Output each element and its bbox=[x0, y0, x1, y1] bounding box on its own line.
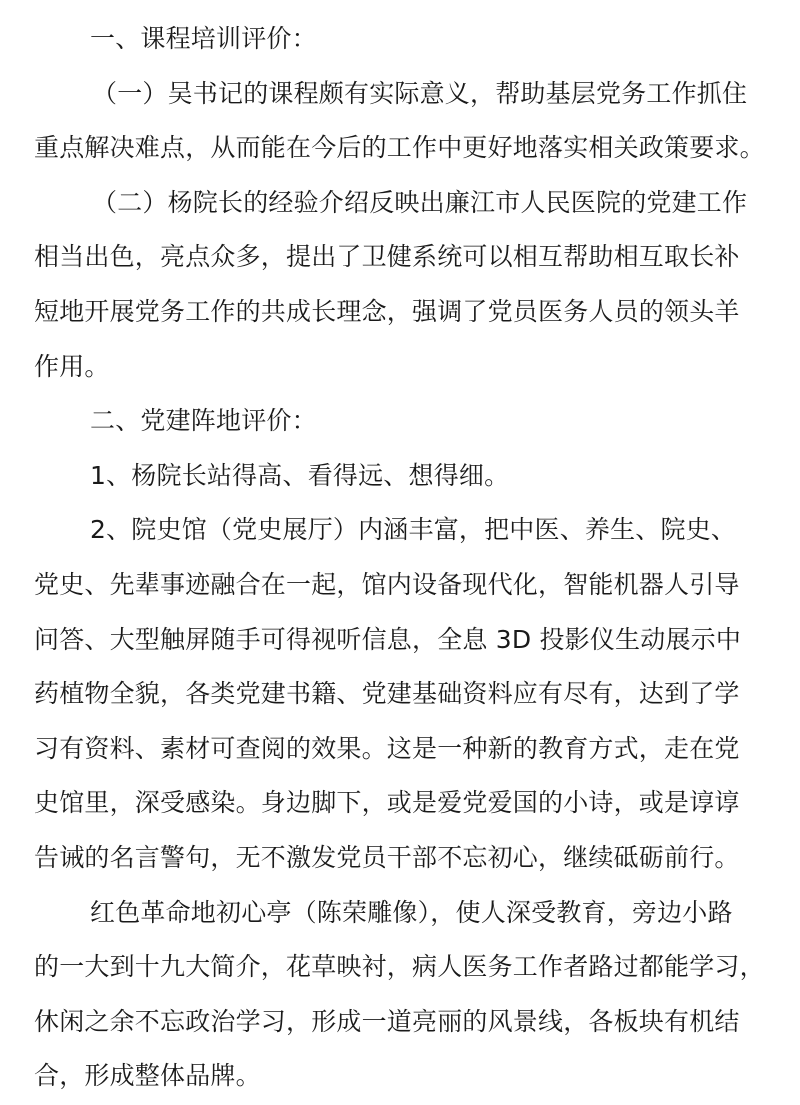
paragraph-line: 党史、先辈事迹融合在一起，馆内设备现代化，智能机器人引导 bbox=[34, 569, 740, 599]
paragraph-line: 重点解决难点，从而能在今后的工作中更好地落实相关政策要求。 bbox=[34, 133, 765, 163]
paragraph-line: 史馆里，深受感染。身边脚下，或是爱党爱国的小诗，或是谆谆 bbox=[34, 788, 740, 818]
paragraph-line: 相当出色，亮点众多，提出了卫健系统可以相互帮助相互取长补 bbox=[34, 242, 740, 272]
paragraph-line: （二）杨院长的经验介绍反映出廉江市人民医院的党建工作 bbox=[92, 187, 748, 217]
paragraph-line: 合，形成整体品牌。 bbox=[34, 1061, 261, 1091]
paragraph-line: 红色革命地初心亭（陈荣雕像），使人深受教育，旁边小路 bbox=[90, 897, 733, 927]
paragraph-line: 问答、大型触屏随手可得视听信息，全息 3D 投影仪生动展示中 bbox=[34, 624, 742, 654]
section-heading-course-evaluation: 一、课程培训评价： bbox=[90, 24, 317, 53]
paragraph-line: 药植物全貌，各类党建书籍、党建基础资料应有尽有，达到了学 bbox=[34, 679, 740, 709]
section-heading-party-building-evaluation: 二、党建阵地评价： bbox=[90, 406, 317, 436]
paragraph-line: 作用。 bbox=[34, 351, 110, 381]
paragraph-line: 休闲之余不忘政治学习，形成一道亮丽的风景线，各板块有机结 bbox=[34, 1006, 740, 1036]
paragraph-line: 告诫的名言警句，无不激发党员干部不忘初心，继续砥砺前行。 bbox=[34, 842, 740, 872]
paragraph-line: （一）吴书记的课程颇有实际意义，帮助基层党务工作抓住 bbox=[92, 78, 748, 108]
paragraph-line: 1、杨院长站得高、看得远、想得细。 bbox=[90, 460, 510, 490]
paragraph-line: 2、院史馆（党史展厅）内涵丰富，把中医、养生、院史、 bbox=[90, 515, 737, 545]
paragraph-line: 习有资料、素材可查阅的效果。这是一种新的教育方式，走在党 bbox=[34, 733, 740, 763]
paragraph-line: 的一大到十九大简介，花草映衬，病人医务工作者路过都能学习， bbox=[34, 952, 765, 982]
paragraph-line: 短地开展党务工作的共成长理念，强调了党员医务人员的领头羊 bbox=[34, 296, 740, 326]
